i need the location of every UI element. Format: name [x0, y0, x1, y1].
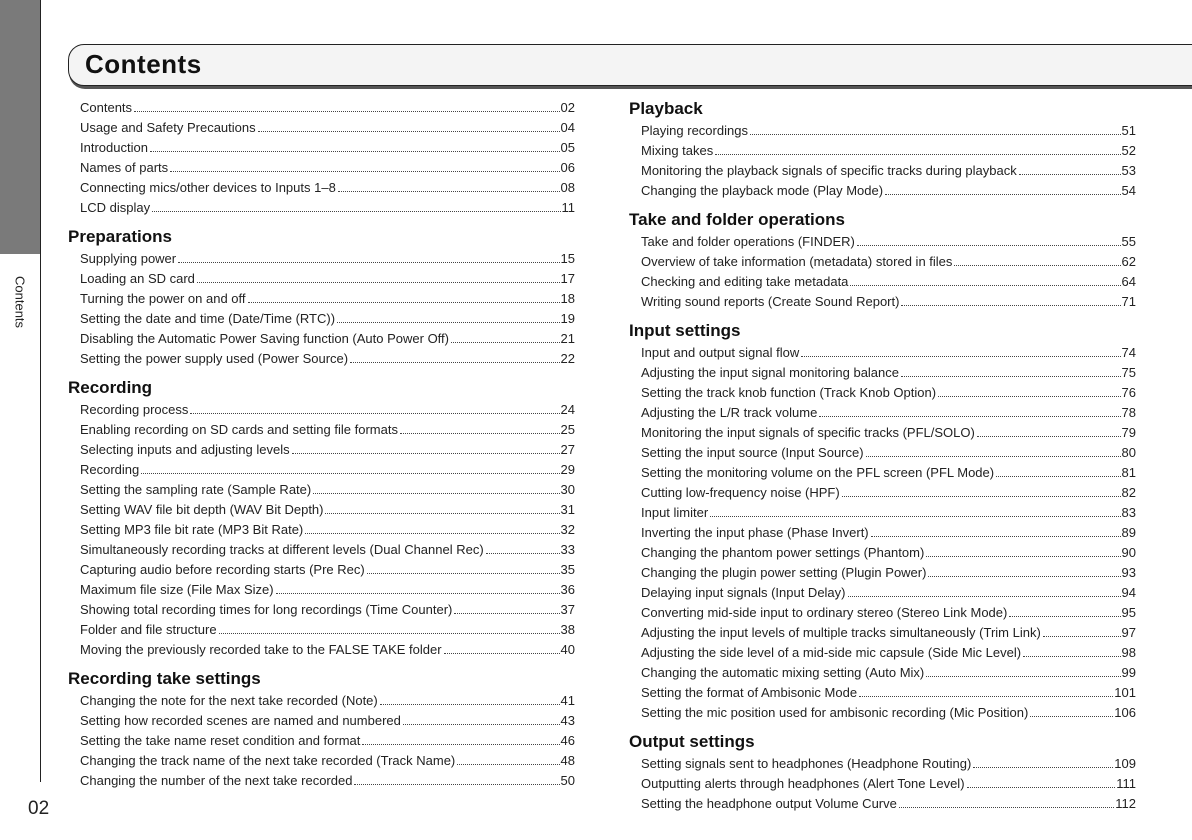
toc-entry-title: Changing the plugin power setting (Plugin Power) [641, 565, 927, 580]
dot-leader [938, 396, 1120, 397]
dot-leader [170, 171, 559, 172]
toc-entry-page: 81 [1121, 465, 1136, 480]
toc-entry-title: Setting WAV file bit depth (WAV Bit Depth) [80, 502, 324, 517]
toc-entry[interactable] [629, 563, 1136, 583]
dot-leader [141, 473, 559, 474]
dot-leader [150, 151, 560, 152]
toc-entry[interactable] [629, 463, 1136, 483]
dot-leader [857, 245, 1121, 246]
toc-entry[interactable] [629, 523, 1136, 543]
dot-leader [901, 305, 1120, 306]
dot-leader [850, 285, 1120, 286]
toc-entry-page: 35 [560, 562, 575, 577]
toc-entry-page: 64 [1121, 274, 1136, 289]
toc-entry-title: Supplying power [80, 251, 177, 266]
toc-entry[interactable] [68, 289, 575, 309]
toc-entry[interactable] [68, 640, 575, 660]
toc-entry[interactable] [629, 363, 1136, 383]
dot-leader [325, 513, 559, 514]
toc-entry-page: 38 [560, 622, 575, 637]
sidebar-tab [0, 0, 40, 254]
toc-entry-page: 04 [560, 120, 575, 135]
dot-leader [380, 704, 560, 705]
toc-entry-title: Connecting mics/other devices to Inputs 1–8 [80, 180, 336, 195]
toc-entry-page: 48 [560, 753, 575, 768]
toc-entry-title: LCD display [80, 200, 151, 215]
toc-entry[interactable] [68, 580, 575, 600]
toc-entry[interactable] [629, 643, 1136, 663]
toc-entry-title: Adjusting the input levels of multiple tracks simultaneously (Trim Link) [641, 625, 1041, 640]
toc-entry-title: Loading an SD card [80, 271, 195, 286]
toc-entry[interactable] [68, 620, 575, 640]
toc-entry[interactable] [629, 232, 1136, 252]
toc-entry-title: Monitoring the input signals of specific tracks (PFL/SOLO) [641, 425, 975, 440]
toc-entry-title: Delaying input signals (Input Delay) [641, 585, 846, 600]
section-heading-preparations: Preparations [68, 227, 172, 246]
toc-entry[interactable] [68, 560, 575, 580]
sidebar-divider [40, 0, 41, 782]
toc-left-column [68, 98, 575, 791]
dot-leader [885, 194, 1120, 195]
toc-entry-title: Adjusting the input signal monitoring balance [641, 365, 900, 380]
toc-entry-page: 99 [1121, 665, 1136, 680]
toc-entry-title: Setting the power supply used (Power Source) [80, 351, 349, 366]
dot-leader [819, 416, 1120, 417]
dot-leader [977, 436, 1121, 437]
page-title-box [68, 44, 1192, 86]
toc-entry-title: Introduction [80, 140, 148, 155]
dot-leader [715, 154, 1120, 155]
toc-entry-page: 97 [1121, 625, 1136, 640]
dot-leader [338, 191, 560, 192]
dot-leader [486, 553, 560, 554]
dot-leader [954, 265, 1120, 266]
dot-leader [451, 342, 560, 343]
dot-leader [403, 724, 560, 725]
toc-entry-page: 78 [1121, 405, 1136, 420]
toc-entry-page: 82 [1121, 485, 1136, 500]
toc-entry-title: Setting the mic position used for ambisonic recording (Mic Position) [641, 705, 1029, 720]
dot-leader [1030, 716, 1113, 717]
dot-leader [258, 131, 560, 132]
dot-leader [996, 476, 1120, 477]
toc-entry-page: 18 [560, 291, 575, 306]
toc-entry-title: Showing total recording times for long recordings (Time Counter) [80, 602, 453, 617]
dot-leader [1023, 656, 1120, 657]
toc-entry[interactable] [629, 503, 1136, 523]
toc-entry-title: Setting the input source (Input Source) [641, 445, 864, 460]
dot-leader [444, 653, 560, 654]
dot-leader [367, 573, 560, 574]
dot-leader [866, 456, 1121, 457]
dot-leader [305, 533, 559, 534]
dot-leader [842, 496, 1121, 497]
dot-leader [859, 696, 1113, 697]
dot-leader [899, 807, 1114, 808]
dot-leader [928, 576, 1120, 577]
section-heading-playback: Playback [629, 99, 703, 118]
toc-entry-title: Setting the track knob function (Track Knob Option) [641, 385, 937, 400]
toc-entry-title: Disabling the Automatic Power Saving function (Auto Power Off) [80, 331, 450, 346]
dot-leader [292, 453, 560, 454]
toc-entry[interactable] [629, 272, 1136, 292]
toc-entry-page: 05 [560, 140, 575, 155]
dot-leader [926, 556, 1120, 557]
toc-entry-page: 93 [1121, 565, 1136, 580]
toc-entry[interactable] [68, 500, 575, 520]
toc-entry-title: Writing sound reports (Create Sound Report) [641, 294, 900, 309]
dot-leader [1009, 616, 1120, 617]
toc-right-column [629, 98, 1136, 814]
dot-leader [219, 633, 560, 634]
toc-entry[interactable] [629, 703, 1136, 723]
toc-entry[interactable] [629, 423, 1136, 443]
toc-entry-page: 32 [560, 522, 575, 537]
toc-entry-page: 52 [1121, 143, 1136, 158]
toc-entry-title: Checking and editing take metadata [641, 274, 849, 289]
toc-entry-page: 98 [1121, 645, 1136, 660]
toc-entry[interactable] [629, 483, 1136, 503]
toc-entry-page: 21 [560, 331, 575, 346]
toc-entry-page: 55 [1121, 234, 1136, 249]
toc-entry[interactable] [68, 329, 575, 349]
toc-entry-page: 40 [560, 642, 575, 657]
toc-entry-title: Capturing audio before recording starts (Pre Rec) [80, 562, 365, 577]
toc-entry-page: 62 [1121, 254, 1136, 269]
toc-entry-title: Outputting alerts through headphones (Alert Tone Level) [641, 776, 965, 791]
toc-entry-page: 02 [560, 100, 575, 115]
dot-leader [926, 676, 1120, 677]
dot-leader [1043, 636, 1121, 637]
toc-entry-page: 31 [560, 502, 575, 517]
toc-entry[interactable] [629, 161, 1136, 181]
toc-entry-title: Playing recordings [641, 123, 748, 138]
toc-entry[interactable] [629, 121, 1136, 141]
toc-entry-page: 15 [560, 251, 575, 266]
toc-entry-page: 22 [560, 351, 575, 366]
toc-entry-page: 95 [1121, 605, 1136, 620]
toc-entry[interactable] [629, 583, 1136, 603]
section-heading-recording: Recording [68, 378, 153, 397]
toc-entry[interactable] [68, 711, 575, 731]
toc-entry[interactable] [68, 349, 575, 369]
toc-entry[interactable] [629, 383, 1136, 403]
toc-entry[interactable] [68, 751, 575, 771]
toc-entry-page: 80 [1121, 445, 1136, 460]
toc-entry[interactable] [629, 603, 1136, 623]
toc-entry-title: Overview of take information (metadata) stored in files [641, 254, 953, 269]
toc-entry-title: Adjusting the side level of a mid-side mic capsule (Side Mic Level) [641, 645, 1022, 660]
dot-leader [362, 744, 559, 745]
section-heading-input-settings: Input settings [629, 321, 741, 340]
toc-entry-page: 79 [1121, 425, 1136, 440]
dot-leader [710, 516, 1120, 517]
dot-leader [337, 322, 559, 323]
toc-entry-title: Maximum file size (File Max Size) [80, 582, 274, 597]
dot-leader [313, 493, 559, 494]
toc-entry-title: Adjusting the L/R track volume [641, 405, 818, 420]
sidebar-label: Contents [12, 275, 28, 329]
toc-entry-title: Setting the take name reset condition and format [80, 733, 361, 748]
toc-entry-page: 24 [560, 402, 575, 417]
dot-leader [152, 211, 560, 212]
toc-entry[interactable] [68, 138, 575, 158]
toc-entry-title: Setting the sampling rate (Sample Rate) [80, 482, 312, 497]
page-number: 02 [28, 798, 50, 819]
toc-entry[interactable] [629, 683, 1136, 703]
toc-entry-page: 94 [1121, 585, 1136, 600]
toc-entry-title: Folder and file structure [80, 622, 217, 637]
toc-entry-title: Recording process [80, 402, 189, 417]
toc-entry-title: Mixing takes [641, 143, 714, 158]
toc-entry-page: 33 [560, 542, 575, 557]
toc-entry[interactable] [68, 249, 575, 269]
toc-entry-page: 27 [560, 442, 575, 457]
toc-entry-title: Input limiter [641, 505, 709, 520]
toc-entry-page: 74 [1121, 345, 1136, 360]
toc-entry[interactable] [68, 440, 575, 460]
toc-entry-page: 53 [1121, 163, 1136, 178]
dot-leader [454, 613, 559, 614]
toc-entry[interactable] [68, 731, 575, 751]
toc-entry-page: 06 [560, 160, 575, 175]
toc-entry-page: 08 [560, 180, 575, 195]
toc-entry[interactable] [68, 158, 575, 178]
toc-entry-title: Changing the track name of the next take recorded (Track Name) [80, 753, 456, 768]
toc-entry-page: 11 [561, 200, 575, 215]
toc-entry-page: 112 [1115, 796, 1136, 811]
dot-leader [1019, 174, 1121, 175]
toc-entry-page: 17 [560, 271, 575, 286]
toc-entry[interactable] [629, 663, 1136, 683]
toc-entry-title: Turning the power on and off [80, 291, 246, 306]
dot-leader [248, 302, 560, 303]
dot-leader [967, 787, 1116, 788]
toc-entry-title: Cutting low-frequency noise (HPF) [641, 485, 840, 500]
toc-entry-page: 106 [1114, 705, 1136, 720]
toc-entry-title: Changing the phantom power settings (Phantom) [641, 545, 925, 560]
toc-entry-title: Simultaneously recording tracks at different levels (Dual Channel Rec) [80, 542, 484, 557]
toc-entry-title: Setting how recorded scenes are named and numbered [80, 713, 401, 728]
toc-entry-page: 36 [560, 582, 575, 597]
toc-entry-page: 54 [1121, 183, 1136, 198]
toc-entry-page: 29 [560, 462, 575, 477]
toc-entry-page: 83 [1121, 505, 1136, 520]
toc-entry-title: Converting mid-side input to ordinary stereo (Stereo Link Mode) [641, 605, 1008, 620]
toc-entry-page: 50 [560, 773, 575, 788]
toc-entry-page: 46 [560, 733, 575, 748]
toc-entry[interactable] [629, 181, 1136, 201]
toc-entry[interactable] [629, 623, 1136, 643]
toc-entry-page: 76 [1121, 385, 1136, 400]
toc-entry[interactable] [629, 292, 1136, 312]
toc-entry-title: Changing the note for the next take recorded (Note) [80, 693, 378, 708]
toc-entry-page: 41 [560, 693, 575, 708]
toc-entry-title: Input and output signal flow [641, 345, 800, 360]
toc-entry-page: 43 [560, 713, 575, 728]
toc-entry-title: Setting the format of Ambisonic Mode [641, 685, 858, 700]
dot-leader [350, 362, 559, 363]
toc-entry-title: Take and folder operations (FINDER) [641, 234, 855, 249]
dot-leader [400, 433, 560, 434]
toc-entry-title: Inverting the input phase (Phase Invert) [641, 525, 869, 540]
toc-entry-title: Usage and Safety Precautions [80, 120, 256, 135]
toc-entry-title: Setting the monitoring volume on the PFL screen (PFL Mode) [641, 465, 995, 480]
toc-entry[interactable] [629, 403, 1136, 423]
toc-entry[interactable] [68, 540, 575, 560]
toc-entry-title: Setting MP3 file bit rate (MP3 Bit Rate) [80, 522, 304, 537]
dot-leader [848, 596, 1121, 597]
toc-entry[interactable] [68, 480, 575, 500]
section-heading-recording-take-settings: Recording take settings [68, 669, 261, 688]
dot-leader [354, 784, 559, 785]
toc-entry-title: Names of parts [80, 160, 169, 175]
toc-entry[interactable] [68, 691, 575, 711]
toc-entry[interactable] [629, 343, 1136, 363]
dot-leader [871, 536, 1121, 537]
toc-entry[interactable] [68, 178, 575, 198]
toc-entry[interactable] [68, 600, 575, 620]
toc-entry[interactable] [629, 774, 1136, 794]
toc-entry-title: Setting signals sent to headphones (Headphone Routing) [641, 756, 972, 771]
toc-entry-page: 25 [560, 422, 575, 437]
toc-entry[interactable] [68, 771, 575, 791]
toc-entry-title: Contents [80, 100, 133, 115]
toc-entry[interactable] [629, 543, 1136, 563]
toc-entry[interactable] [68, 460, 575, 480]
toc-entry[interactable] [68, 269, 575, 289]
toc-entry-title: Changing the playback mode (Play Mode) [641, 183, 884, 198]
dot-leader [276, 593, 560, 594]
toc-entry-title: Enabling recording on SD cards and setting file formats [80, 422, 398, 437]
toc-entry-title: Setting the headphone output Volume Curve [641, 796, 897, 811]
toc-entry-title: Selecting inputs and adjusting levels [80, 442, 290, 457]
toc-entry-page: 51 [1121, 123, 1136, 138]
toc-entry-title: Moving the previously recorded take to the FALSE TAKE folder [80, 642, 442, 657]
toc-entry[interactable] [68, 98, 575, 118]
dot-leader [457, 764, 559, 765]
toc-entry-page: 111 [1116, 776, 1136, 791]
toc-entry[interactable] [68, 420, 575, 440]
toc-entry-title: Changing the number of the next take recorded [80, 773, 353, 788]
dot-leader [750, 134, 1121, 135]
toc-entry-page: 37 [560, 602, 575, 617]
toc-entry-page: 89 [1121, 525, 1136, 540]
toc-entry[interactable] [629, 252, 1136, 272]
dot-leader [197, 282, 560, 283]
dot-leader [178, 262, 559, 263]
toc-entry-title: Monitoring the playback signals of specific tracks during playback [641, 163, 1017, 178]
dot-leader [973, 767, 1113, 768]
toc-entry[interactable] [68, 118, 575, 138]
toc-entry[interactable] [68, 309, 575, 329]
toc-entry-title: Setting the date and time (Date/Time (RTC)) [80, 311, 336, 326]
toc-entry-page: 75 [1121, 365, 1136, 380]
toc-entry-page: 90 [1121, 545, 1136, 560]
dot-leader [134, 111, 559, 112]
toc-entry[interactable] [629, 794, 1136, 814]
section-heading-output-settings: Output settings [629, 732, 755, 751]
toc-entry-page: 101 [1114, 685, 1136, 700]
toc-entry-page: 30 [560, 482, 575, 497]
dot-leader [190, 413, 559, 414]
page-title: Contents [85, 49, 202, 79]
toc-entry[interactable] [68, 520, 575, 540]
toc-entry-page: 109 [1114, 756, 1136, 771]
toc-entry-page: 19 [560, 311, 575, 326]
dot-leader [801, 356, 1120, 357]
toc-entry[interactable] [68, 198, 575, 218]
toc-entry-title: Changing the automatic mixing setting (Auto Mix) [641, 665, 925, 680]
toc-entry-title: Recording [80, 462, 140, 477]
toc-entry[interactable] [629, 754, 1136, 774]
dot-leader [901, 376, 1121, 377]
toc-entry[interactable] [68, 400, 575, 420]
section-heading-take-and-folder-operations: Take and folder operations [629, 210, 846, 229]
toc-entry-page: 71 [1121, 294, 1136, 309]
toc-entry[interactable] [629, 443, 1136, 463]
toc-entry[interactable] [629, 141, 1136, 161]
